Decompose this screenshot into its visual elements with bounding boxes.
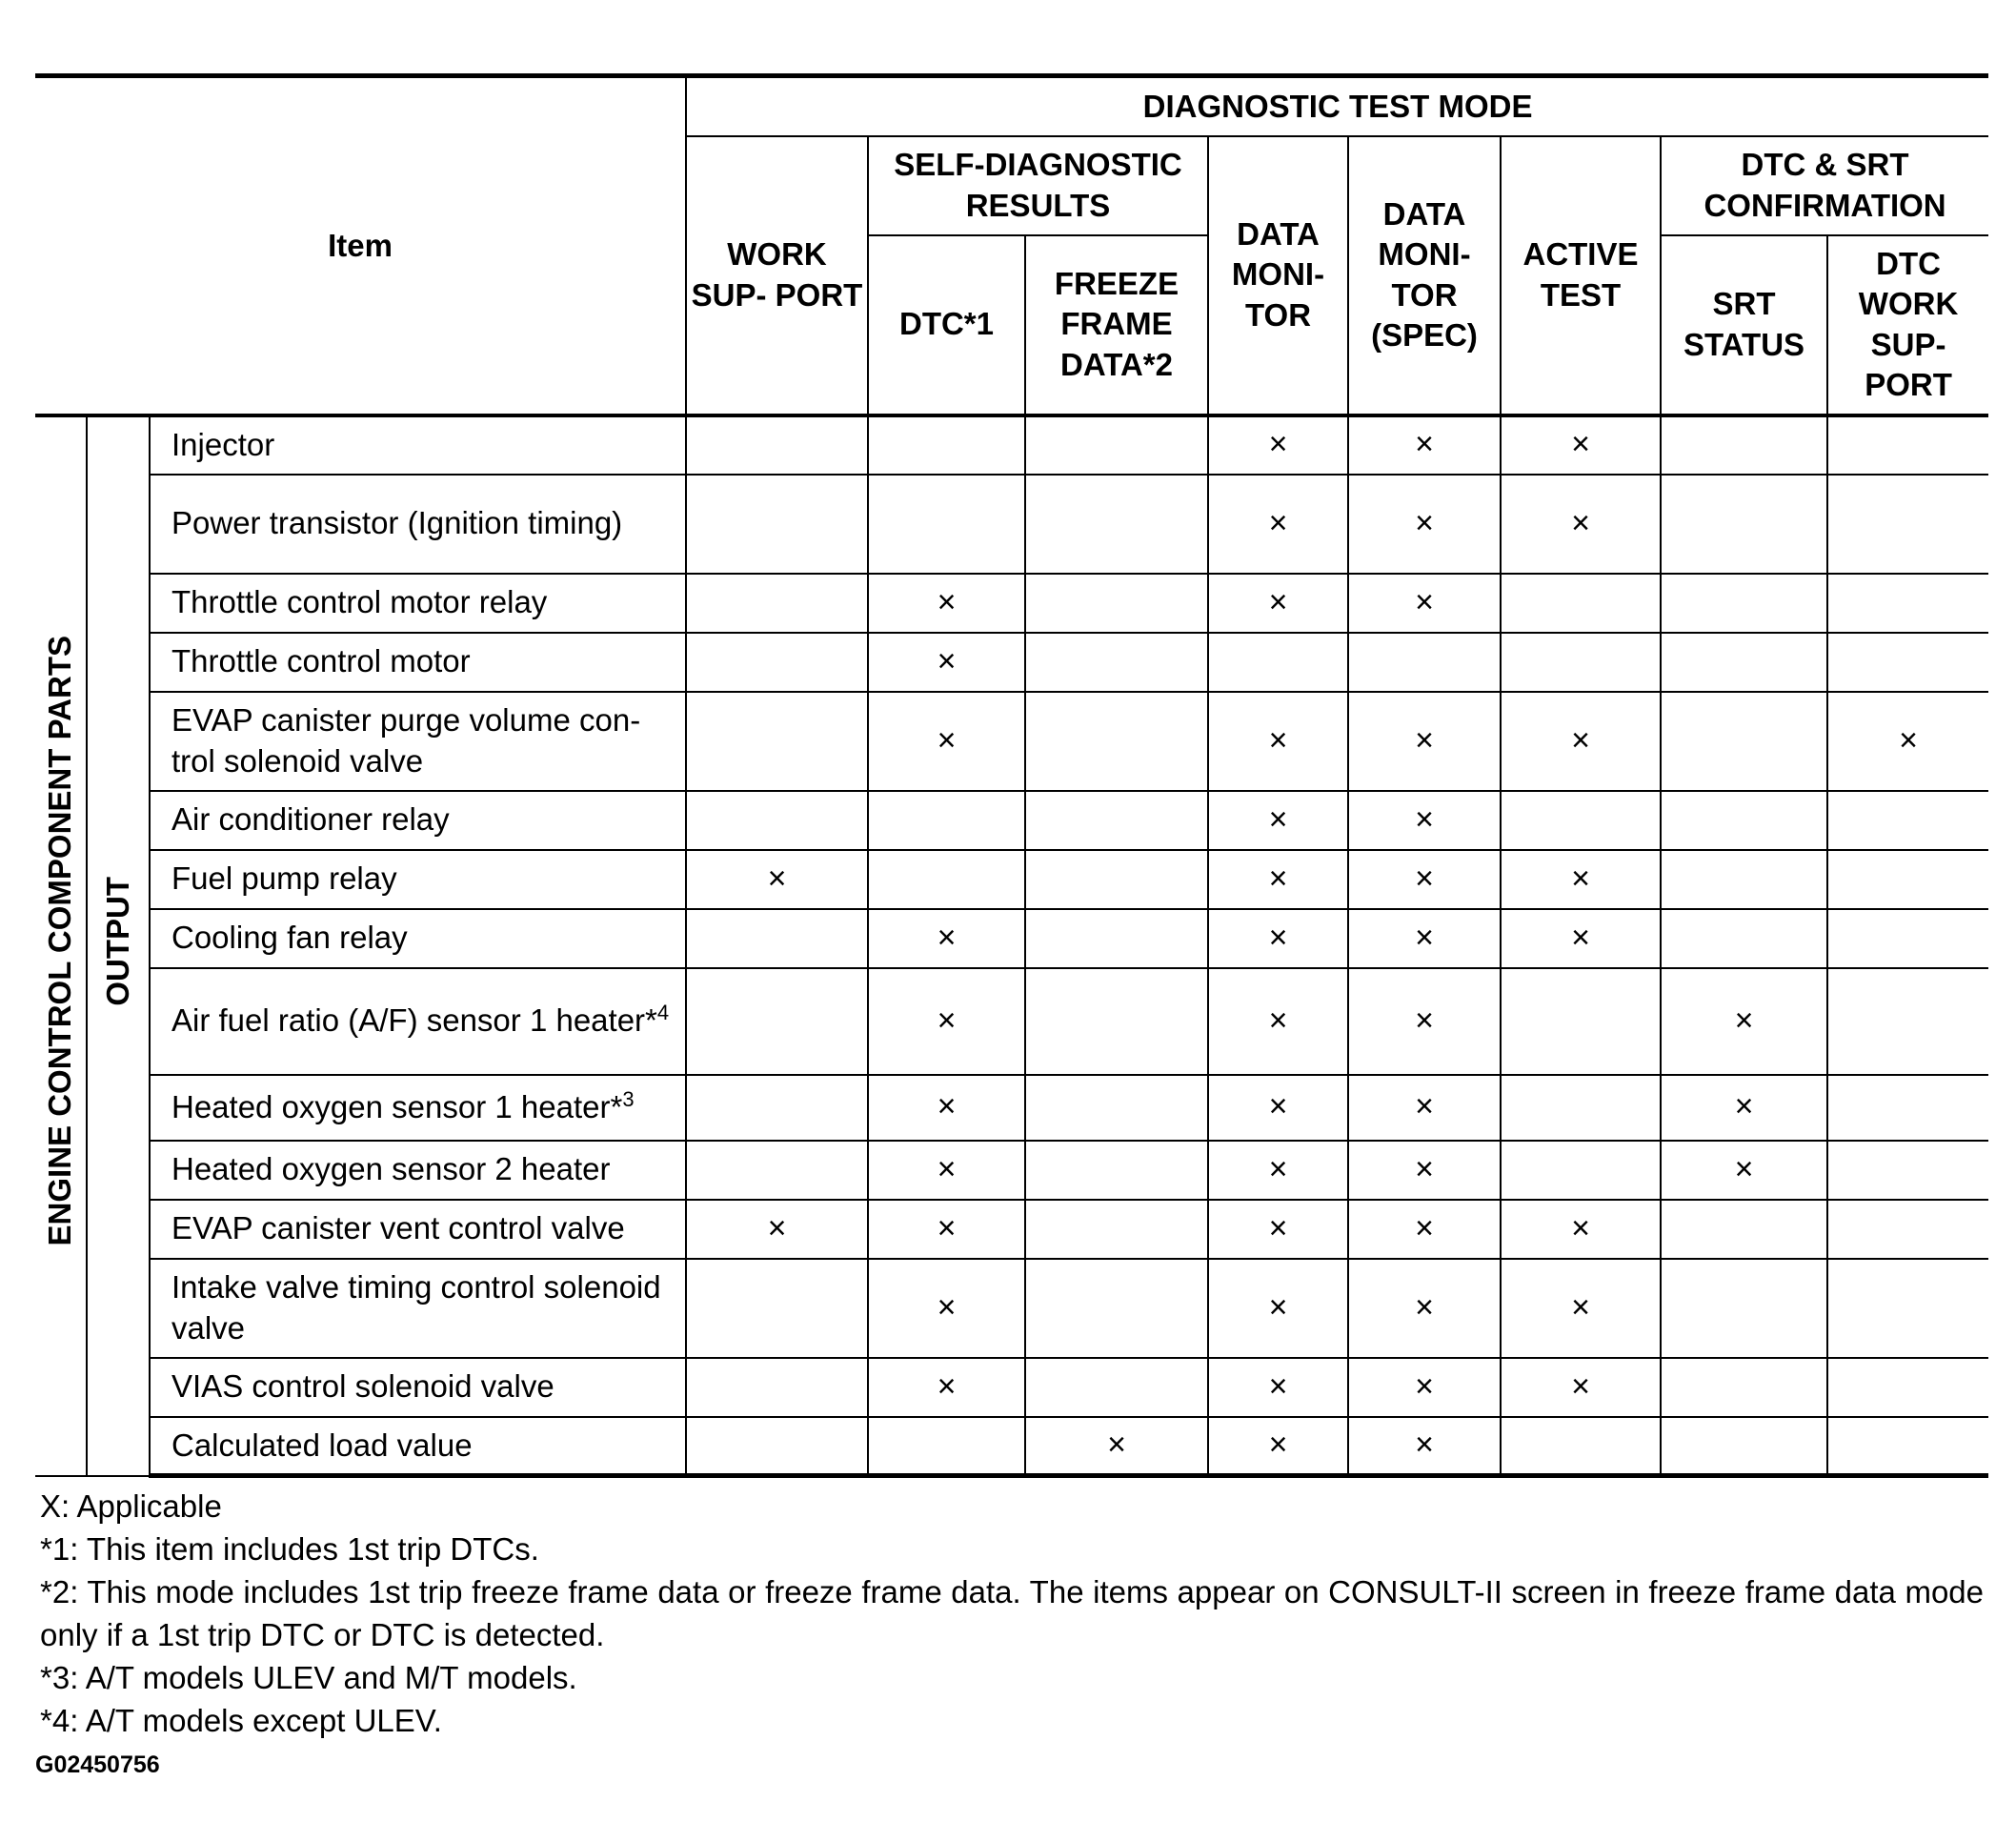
cell-work-support [686,475,868,574]
applicable-mark: × [1107,1426,1126,1463]
applicable-mark: × [937,642,957,679]
cell-freeze-frame-data [1025,1259,1208,1358]
applicable-mark: × [767,1209,787,1246]
applicable-mark: × [937,1150,957,1187]
applicable-mark: × [1415,1088,1434,1125]
cell-data-monitor [1208,1141,1348,1200]
cell-freeze-frame-data [1025,1141,1208,1200]
applicable-mark: × [1415,583,1434,620]
cell-dtc [868,1259,1025,1358]
cell-data-monitor [1208,850,1348,909]
cell-dtc-work-support [1827,909,1988,968]
cell-srt-status [1661,1075,1827,1141]
cell-work-support [686,633,868,692]
row-item-footnote-ref: 3 [622,1086,635,1111]
applicable-mark: × [1899,721,1918,759]
row-item-name [150,1200,686,1259]
applicable-mark: × [1268,504,1288,541]
cell-data-monitor-spec [1348,1417,1501,1476]
cell-data-monitor-spec [1348,1141,1501,1200]
table-row [35,909,1988,968]
applicable-mark: × [937,1088,957,1125]
cell-data-monitor [1208,968,1348,1075]
cell-data-monitor [1208,475,1348,574]
cell-work-support [686,791,868,850]
cell-srt-status [1661,692,1827,791]
cell-work-support [686,1358,868,1417]
cell-active-test [1501,850,1661,909]
cell-freeze-frame-data [1025,968,1208,1075]
cell-srt-status [1661,633,1827,692]
cell-active-test [1501,415,1661,475]
cell-active-test [1501,1358,1661,1417]
row-item-text: Fuel pump relay [171,860,397,897]
cell-srt-status [1661,968,1827,1075]
applicable-mark: × [1268,426,1288,463]
table-row [35,692,1988,791]
cell-active-test [1501,475,1661,574]
row-item-name [150,909,686,968]
row-item-text: Power transistor (Ignition timing) [171,505,623,541]
applicable-mark: × [1415,426,1434,463]
cell-data-monitor [1208,1417,1348,1476]
applicable-mark: × [1571,919,1590,956]
cell-active-test [1501,968,1661,1075]
cell-dtc-work-support [1827,1141,1988,1200]
cell-srt-status [1661,1358,1827,1417]
row-item-text: Intake valve timing control solenoid valve [171,1269,661,1346]
applicable-mark: × [1268,1288,1288,1326]
cell-data-monitor [1208,633,1348,692]
cell-srt-status [1661,1259,1827,1358]
cell-work-support [686,850,868,909]
cell-active-test [1501,574,1661,633]
cell-srt-status [1661,1141,1827,1200]
row-item-name [150,574,686,633]
applicable-mark: × [1571,721,1590,759]
cell-active-test [1501,1075,1661,1141]
cell-freeze-frame-data [1025,1417,1208,1476]
applicable-mark: × [1571,426,1590,463]
cell-data-monitor-spec [1348,850,1501,909]
cell-data-monitor [1208,1075,1348,1141]
applicable-mark: × [1415,1150,1434,1187]
cell-dtc [868,475,1025,574]
applicable-mark: × [1734,1002,1754,1039]
cell-srt-status [1661,791,1827,850]
cell-freeze-frame-data [1025,1358,1208,1417]
cell-active-test [1501,633,1661,692]
cell-freeze-frame-data [1025,1200,1208,1259]
cell-data-monitor [1208,909,1348,968]
cell-dtc [868,1075,1025,1141]
cell-freeze-frame-data [1025,475,1208,574]
cell-freeze-frame-data [1025,791,1208,850]
cell-data-monitor [1208,791,1348,850]
applicable-mark: × [1415,1002,1434,1039]
cell-active-test [1501,1141,1661,1200]
table-row [35,415,1988,475]
header-srt-status: SRT STATUS [1661,235,1827,415]
row-item-name [150,475,686,574]
footnote-4: *4: A/T models except ULEV. [40,1703,442,1738]
cell-dtc [868,692,1025,791]
cell-dtc [868,909,1025,968]
cell-srt-status [1661,1417,1827,1476]
row-item-name [150,968,686,1075]
applicable-mark: × [1571,1288,1590,1326]
table-row [35,1141,1988,1200]
cell-data-monitor-spec [1348,692,1501,791]
cell-freeze-frame-data [1025,1075,1208,1141]
cell-dtc [868,633,1025,692]
applicable-mark: × [1268,1088,1288,1125]
cell-data-monitor [1208,1200,1348,1259]
cell-dtc-work-support [1827,1358,1988,1417]
row-item-text: Injector [171,426,275,462]
row-item-text: Throttle control motor [171,643,471,679]
cell-dtc [868,850,1025,909]
group-label-outer: ENGINE CONTROL COMPONENT PARTS [42,636,78,1246]
cell-work-support [686,415,868,475]
cell-dtc-work-support [1827,574,1988,633]
applicable-mark: × [1268,919,1288,956]
table-row [35,1200,1988,1259]
applicable-mark: × [1268,1367,1288,1405]
applicable-mark: × [1268,1150,1288,1187]
applicable-mark: × [1571,860,1590,897]
row-item-text: Heated oxygen sensor 2 heater [171,1151,611,1187]
cell-work-support [686,909,868,968]
applicable-mark: × [1571,1367,1590,1405]
cell-srt-status [1661,475,1827,574]
cell-work-support [686,1417,868,1476]
cell-active-test [1501,1200,1661,1259]
applicable-mark: × [1415,800,1434,838]
cell-active-test [1501,1259,1661,1358]
cell-active-test [1501,1417,1661,1476]
header-dtc-work-support: DTC WORK SUP- PORT [1827,235,1988,415]
applicable-mark: × [937,1209,957,1246]
cell-dtc [868,968,1025,1075]
applicable-mark: × [1415,504,1434,541]
cell-dtc [868,1141,1025,1200]
cell-dtc [868,791,1025,850]
applicable-mark: × [937,721,957,759]
footnotes [40,1485,1984,1742]
row-item-text: Air fuel ratio (A/F) sensor 1 heater* [171,1002,657,1039]
row-item-name [150,1075,686,1141]
cell-dtc-work-support [1827,968,1988,1075]
header-dtc-srt-confirmation: DTC & SRT CONFIRMATION [1661,136,1988,235]
cell-data-monitor-spec [1348,1200,1501,1259]
cell-data-monitor-spec [1348,968,1501,1075]
header-diagnostic-test-mode: DIAGNOSTIC TEST MODE [686,76,1988,136]
row-item-name [150,633,686,692]
header-self-diagnostic-results: SELF-DIAGNOSTIC RESULTS [868,136,1208,235]
cell-dtc-work-support [1827,633,1988,692]
cell-dtc [868,574,1025,633]
group-output [87,415,150,1476]
header-data-monitor-spec: DATA MONI- TOR (SPEC) [1348,136,1501,415]
cell-freeze-frame-data [1025,415,1208,475]
applicable-mark: × [1415,1426,1434,1463]
cell-srt-status [1661,415,1827,475]
cell-data-monitor-spec [1348,574,1501,633]
row-item-text: Throttle control motor relay [171,584,548,620]
applicable-mark: × [1734,1088,1754,1125]
applicable-mark: × [937,1288,957,1326]
cell-freeze-frame-data [1025,633,1208,692]
cell-dtc [868,1358,1025,1417]
applicable-mark: × [1415,860,1434,897]
cell-data-monitor-spec [1348,1075,1501,1141]
cell-dtc-work-support [1827,1075,1988,1141]
applicable-mark: × [1571,504,1590,541]
applicable-mark: × [937,1002,957,1039]
cell-work-support [686,1141,868,1200]
cell-dtc-work-support [1827,415,1988,475]
footnote-2: *2: This mode includes 1st trip freeze frame data or freeze frame data. The items appear on CONSULT-II screen in freeze frame data mode only if a 1st trip DTC or DTC is detected. [40,1574,1984,1652]
applicable-mark: × [937,583,957,620]
footnote-1: *1: This item includes 1st trip DTCs. [40,1531,539,1567]
applicable-mark: × [1268,721,1288,759]
header-data-monitor: DATA MONI- TOR [1208,136,1348,415]
footnote-3: *3: A/T models ULEV and M/T models. [40,1660,577,1695]
cell-work-support [686,692,868,791]
cell-work-support [686,1075,868,1141]
cell-dtc-work-support [1827,692,1988,791]
cell-data-monitor-spec [1348,475,1501,574]
cell-data-monitor-spec [1348,791,1501,850]
table-row [35,850,1988,909]
applicable-mark: × [1268,1426,1288,1463]
table-row [35,1259,1988,1358]
cell-dtc-work-support [1827,475,1988,574]
row-item-name [150,692,686,791]
table-row [35,968,1988,1075]
cell-work-support [686,968,868,1075]
applicable-mark: × [1268,1002,1288,1039]
row-item-text: Air conditioner relay [171,801,450,838]
table-row [35,475,1988,574]
header-dtc: DTC*1 [868,235,1025,415]
cell-work-support [686,574,868,633]
row-item-name [150,415,686,475]
row-item-name [150,791,686,850]
applicable-mark: × [937,919,957,956]
cell-dtc [868,415,1025,475]
cell-freeze-frame-data [1025,909,1208,968]
figure-id: G02450756 [35,1751,160,1778]
row-item-name [150,1358,686,1417]
cell-data-monitor-spec [1348,633,1501,692]
applicable-mark: × [1268,583,1288,620]
cell-active-test [1501,692,1661,791]
group-engine-control-component-parts [35,415,87,1476]
row-item-text: Cooling fan relay [171,920,408,956]
cell-srt-status [1661,1200,1827,1259]
row-item-text: Heated oxygen sensor 1 heater* [171,1088,623,1124]
cell-data-monitor [1208,415,1348,475]
header-freeze-frame-data: FREEZE FRAME DATA*2 [1025,235,1208,415]
applicable-mark: × [1415,1367,1434,1405]
cell-dtc-work-support [1827,850,1988,909]
header-item: Item [35,76,686,415]
applicable-mark: × [1268,860,1288,897]
cell-data-monitor [1208,1259,1348,1358]
applicable-mark: × [1268,1209,1288,1246]
cell-data-monitor-spec [1348,909,1501,968]
table-row [35,1417,1988,1476]
applicable-mark: × [767,860,787,897]
header-work-support: WORK SUP- PORT [686,136,868,415]
applicable-mark: × [1571,1209,1590,1246]
cell-dtc [868,1200,1025,1259]
cell-data-monitor [1208,1358,1348,1417]
diagnostic-test-mode-table [35,73,1988,1478]
row-item-text: EVAP canister vent control valve [171,1210,625,1246]
applicable-mark: × [1415,919,1434,956]
table-row [35,574,1988,633]
row-item-text: Calculated load value [171,1427,473,1463]
cell-dtc-work-support [1827,1259,1988,1358]
footnote-applicable: X: Applicable [40,1488,222,1524]
cell-data-monitor [1208,692,1348,791]
applicable-mark: × [1415,1288,1434,1326]
row-item-name [150,1259,686,1358]
cell-freeze-frame-data [1025,574,1208,633]
table-row [35,1358,1988,1417]
table-row [35,791,1988,850]
cell-data-monitor-spec [1348,1259,1501,1358]
cell-work-support [686,1259,868,1358]
row-item-text: VIAS control solenoid valve [171,1368,554,1405]
cell-data-monitor-spec [1348,415,1501,475]
row-item-name [150,1417,686,1476]
row-item-footnote-ref: 4 [656,1001,670,1025]
applicable-mark: × [1415,1209,1434,1246]
cell-srt-status [1661,850,1827,909]
cell-data-monitor-spec [1348,1358,1501,1417]
group-label-inner: OUTPUT [99,876,135,1006]
header-active-test: ACTIVE TEST [1501,136,1661,415]
cell-srt-status [1661,909,1827,968]
row-item-name [150,1141,686,1200]
applicable-mark: × [1268,800,1288,838]
cell-dtc [868,1417,1025,1476]
cell-active-test [1501,791,1661,850]
cell-active-test [1501,909,1661,968]
cell-data-monitor [1208,574,1348,633]
table-row [35,633,1988,692]
cell-freeze-frame-data [1025,692,1208,791]
row-item-name [150,850,686,909]
table-row [35,1075,1988,1141]
applicable-mark: × [1415,721,1434,759]
cell-work-support [686,1200,868,1259]
row-item-text: EVAP canister purge volume con- trol solenoid valve [171,702,641,779]
cell-srt-status [1661,574,1827,633]
cell-freeze-frame-data [1025,850,1208,909]
cell-dtc-work-support [1827,1417,1988,1476]
cell-dtc-work-support [1827,1200,1988,1259]
applicable-mark: × [1734,1150,1754,1187]
cell-dtc-work-support [1827,791,1988,850]
applicable-mark: × [937,1367,957,1405]
